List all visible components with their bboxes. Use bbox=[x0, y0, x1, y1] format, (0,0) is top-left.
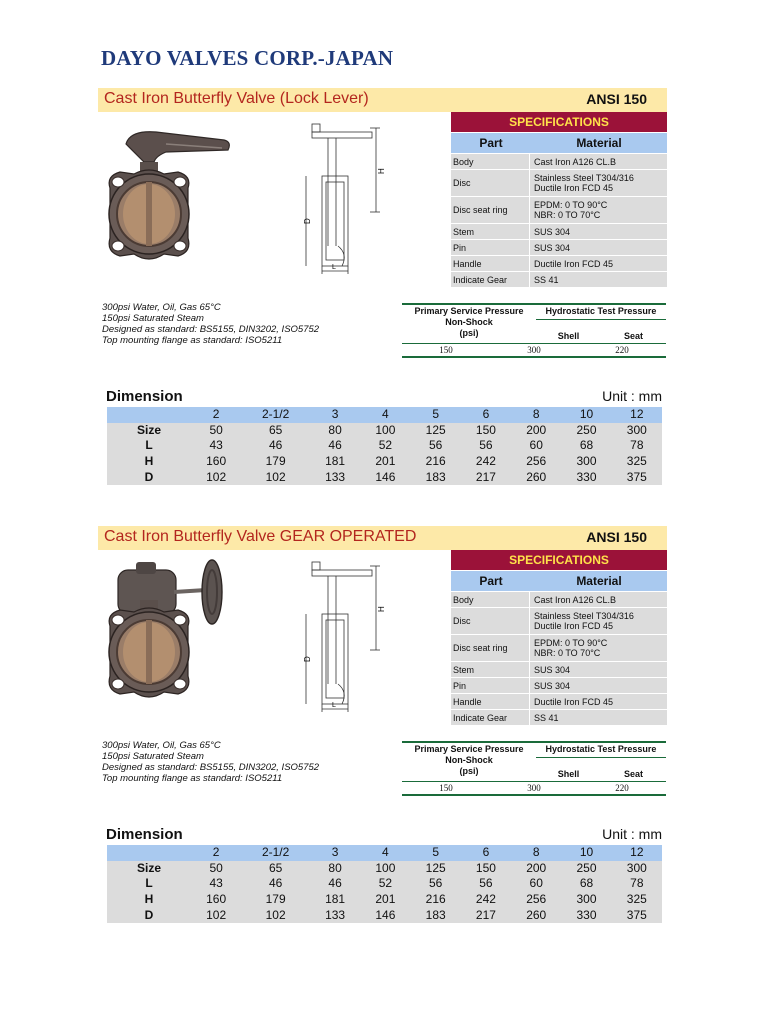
spec-material-line: SUS 304 bbox=[534, 680, 571, 691]
dimension-value: 102 bbox=[241, 469, 310, 485]
spec-material-line: EPDM: 0 TO 90°C bbox=[534, 200, 608, 210]
dimension-row bbox=[107, 876, 662, 892]
dimension-title: Dimension bbox=[106, 826, 183, 843]
dimension-value: 102 bbox=[241, 907, 310, 923]
dimension-value: 325 bbox=[612, 892, 662, 908]
note-line: 300psi Water, Oil, Gas 65°C bbox=[102, 740, 221, 751]
dimension-nominal-size: 10 bbox=[561, 845, 611, 861]
spec-material bbox=[529, 224, 667, 239]
product-title: Cast Iron Butterfly Valve GEAR OPERATED bbox=[104, 528, 417, 545]
note-line: Designed as standard: BS5155, DIN3202, ISO5752 bbox=[102, 324, 320, 335]
dimension-value: 375 bbox=[612, 469, 662, 485]
dimension-value: 300 bbox=[561, 892, 611, 908]
dimension-value: 160 bbox=[191, 454, 241, 470]
seat-header: Seat bbox=[623, 769, 643, 779]
spec-row bbox=[451, 591, 667, 607]
dimension-value: 46 bbox=[241, 438, 310, 454]
spec-material-line: Cast Iron A126 CL.B bbox=[534, 594, 617, 605]
dimension-value: 78 bbox=[612, 438, 662, 454]
dimension-row bbox=[107, 907, 662, 923]
dimension-value: 65 bbox=[241, 861, 310, 877]
product-title-bar bbox=[98, 88, 667, 112]
dimension-nominal-size: 2 bbox=[191, 407, 241, 423]
dimension-value: 78 bbox=[612, 876, 662, 892]
shell-header: Shell bbox=[557, 769, 580, 779]
seat-pressure-value: 220 bbox=[615, 783, 629, 793]
dimension-row-label: H bbox=[107, 892, 191, 908]
pressure-header-line: Primary Service Pressure bbox=[414, 306, 524, 316]
spec-material-line: SUS 304 bbox=[534, 664, 571, 675]
dimension-row bbox=[107, 438, 662, 454]
primary-service-pressure-header bbox=[402, 743, 536, 779]
dimension-nominal-size: 3 bbox=[310, 845, 360, 861]
dimension-value: 183 bbox=[411, 907, 461, 923]
dimension-nominal-size: 2-1/2 bbox=[241, 845, 310, 861]
spec-material-line: Ductile Iron FCD 45 bbox=[534, 258, 614, 269]
spec-row bbox=[451, 634, 667, 661]
dimension-value: 242 bbox=[461, 454, 511, 470]
shell-pressure-value: 300 bbox=[527, 345, 541, 355]
dimension-value: 216 bbox=[411, 454, 461, 470]
dimension-value: 133 bbox=[310, 907, 360, 923]
shell-header: Shell bbox=[557, 331, 580, 341]
dimension-row-label: Size bbox=[107, 423, 191, 439]
dimension-value: 146 bbox=[360, 907, 410, 923]
dimension-nominal-size: 10 bbox=[561, 407, 611, 423]
spec-part: Indicate Gear bbox=[453, 274, 508, 285]
product-section-lock-lever bbox=[0, 88, 768, 548]
spec-part: Pin bbox=[453, 680, 467, 691]
dimension-row-label: L bbox=[107, 438, 191, 454]
dimension-value: 300 bbox=[561, 454, 611, 470]
spec-row bbox=[451, 661, 667, 677]
dimension-row-label: Size bbox=[107, 861, 191, 877]
dimension-nominal-size: 2-1/2 bbox=[241, 407, 310, 423]
dimension-value: 46 bbox=[310, 438, 360, 454]
dimension-value: 100 bbox=[360, 861, 410, 877]
dimension-value: 179 bbox=[241, 454, 310, 470]
seat-pressure-value: 220 bbox=[615, 345, 629, 355]
spec-material-line: Stainless Steel T304/316 bbox=[534, 173, 634, 183]
dimension-nominal-size: 4 bbox=[360, 845, 410, 861]
service-pressure-value: 150 bbox=[439, 345, 453, 355]
dimension-row bbox=[107, 423, 662, 439]
dimension-table bbox=[107, 407, 662, 485]
pressure-header-line: (psi) bbox=[459, 328, 479, 338]
spec-material bbox=[529, 608, 667, 634]
valve-dimension-drawing bbox=[298, 116, 388, 276]
dimension-value: 50 bbox=[191, 423, 241, 439]
spec-row bbox=[451, 239, 667, 255]
dimension-value: 181 bbox=[310, 892, 360, 908]
dimension-value: 146 bbox=[360, 469, 410, 485]
spec-part: Handle bbox=[453, 258, 482, 269]
spec-material bbox=[529, 154, 667, 169]
dimension-value: 56 bbox=[461, 438, 511, 454]
spec-row bbox=[451, 153, 667, 169]
dimension-row-label: D bbox=[107, 907, 191, 923]
pressure-header-line: Primary Service Pressure bbox=[414, 744, 524, 754]
drawing-label-l: L bbox=[332, 264, 336, 271]
product-title: Cast Iron Butterfly Valve (Lock Lever) bbox=[104, 90, 369, 107]
spec-row bbox=[451, 709, 667, 725]
pressure-header-line: Non-Shock bbox=[445, 317, 493, 327]
dimension-value: 330 bbox=[561, 469, 611, 485]
dimension-corner-cell bbox=[107, 845, 191, 861]
dimension-table bbox=[107, 845, 662, 923]
product-section-gear-operated bbox=[0, 526, 768, 986]
dimension-value: 150 bbox=[461, 423, 511, 439]
dimension-header-row bbox=[107, 845, 662, 861]
valve-photo bbox=[96, 118, 236, 278]
dimension-value: 46 bbox=[241, 876, 310, 892]
dimension-value: 201 bbox=[360, 892, 410, 908]
service-pressure-value: 150 bbox=[439, 783, 453, 793]
dimension-value: 68 bbox=[561, 438, 611, 454]
dimension-nominal-size: 12 bbox=[612, 845, 662, 861]
dimension-value: 201 bbox=[360, 454, 410, 470]
spec-part: Body bbox=[453, 594, 474, 605]
dimension-value: 80 bbox=[310, 861, 360, 877]
drawing-label-d: D bbox=[303, 656, 312, 662]
dimension-unit: Unit : mm bbox=[602, 388, 662, 404]
pressure-table bbox=[402, 303, 666, 358]
dimension-row-label: L bbox=[107, 876, 191, 892]
spec-material bbox=[529, 678, 667, 693]
spec-material-line: Stainless Steel T304/316 bbox=[534, 611, 634, 621]
dimension-nominal-size: 5 bbox=[411, 845, 461, 861]
spec-part: Disc seat ring bbox=[453, 205, 508, 215]
dimension-nominal-size: 2 bbox=[191, 845, 241, 861]
spec-part: Stem bbox=[453, 664, 475, 675]
dimension-value: 256 bbox=[511, 454, 561, 470]
spec-row bbox=[451, 223, 667, 239]
spec-material-line: NBR: 0 TO 70°C bbox=[534, 648, 601, 658]
spec-material bbox=[529, 272, 667, 287]
spec-part: Body bbox=[453, 156, 474, 167]
dimension-value: 43 bbox=[191, 876, 241, 892]
pressure-table bbox=[402, 741, 666, 796]
hydrostatic-test-pressure-header: Hydrostatic Test Pressure bbox=[536, 743, 666, 758]
dimension-nominal-size: 6 bbox=[461, 845, 511, 861]
dimension-value: 183 bbox=[411, 469, 461, 485]
company-name: DAYO VALVES CORP.-JAPAN bbox=[101, 46, 394, 70]
specifications-table bbox=[451, 112, 667, 287]
spec-material-line: SS 41 bbox=[534, 712, 559, 723]
dimension-value: 150 bbox=[461, 861, 511, 877]
spec-material-line: SS 41 bbox=[534, 274, 559, 285]
dimension-nominal-size: 3 bbox=[310, 407, 360, 423]
column-material: Material bbox=[576, 136, 622, 150]
dimension-value: 256 bbox=[511, 892, 561, 908]
column-part: Part bbox=[479, 574, 503, 588]
dimension-value: 250 bbox=[561, 423, 611, 439]
spec-material bbox=[529, 710, 667, 725]
dimension-value: 43 bbox=[191, 438, 241, 454]
dimension-value: 60 bbox=[511, 876, 561, 892]
pressure-class: ANSI 150 bbox=[586, 91, 647, 107]
spec-row bbox=[451, 196, 667, 223]
note-line: 150psi Saturated Steam bbox=[102, 751, 204, 762]
dimension-nominal-size: 5 bbox=[411, 407, 461, 423]
spec-row bbox=[451, 271, 667, 287]
specifications-header-row bbox=[451, 133, 667, 153]
dimension-row bbox=[107, 469, 662, 485]
pressure-class: ANSI 150 bbox=[586, 529, 647, 545]
dimension-value: 56 bbox=[411, 438, 461, 454]
spec-material bbox=[529, 197, 667, 223]
dimension-value: 68 bbox=[561, 876, 611, 892]
spec-material-line: Ductile Iron FCD 45 bbox=[534, 183, 614, 193]
dimension-value: 80 bbox=[310, 423, 360, 439]
dimension-row-label: H bbox=[107, 454, 191, 470]
note-line: 300psi Water, Oil, Gas 65°C bbox=[102, 302, 221, 313]
note-line: 150psi Saturated Steam bbox=[102, 313, 204, 324]
dimension-corner-cell bbox=[107, 407, 191, 423]
dimension-row bbox=[107, 861, 662, 877]
dimension-value: 260 bbox=[511, 907, 561, 923]
dimension-value: 325 bbox=[612, 454, 662, 470]
valve-dimension-drawing bbox=[298, 554, 388, 714]
specifications-table bbox=[451, 550, 667, 725]
dimension-value: 56 bbox=[411, 876, 461, 892]
valve-photo bbox=[96, 556, 236, 716]
spec-part: Disc bbox=[453, 616, 471, 626]
product-title-bar bbox=[98, 526, 667, 550]
spec-row bbox=[451, 677, 667, 693]
dimension-value: 125 bbox=[411, 861, 461, 877]
spec-material bbox=[529, 662, 667, 677]
spec-material-line: SUS 304 bbox=[534, 242, 571, 253]
spec-material bbox=[529, 240, 667, 255]
dimension-value: 300 bbox=[612, 861, 662, 877]
dimension-unit: Unit : mm bbox=[602, 826, 662, 842]
dimension-value: 216 bbox=[411, 892, 461, 908]
pressure-header-line: Non-Shock bbox=[445, 755, 493, 765]
spec-part: Stem bbox=[453, 226, 475, 237]
dimension-row bbox=[107, 892, 662, 908]
dimension-header-row bbox=[107, 407, 662, 423]
note-line: Top mounting flange as standard: ISO5211 bbox=[102, 335, 283, 346]
spec-material bbox=[529, 170, 667, 196]
spec-material bbox=[529, 256, 667, 271]
spec-material bbox=[529, 694, 667, 709]
spec-material-line: SUS 304 bbox=[534, 226, 571, 237]
dimension-value: 375 bbox=[612, 907, 662, 923]
dimension-value: 181 bbox=[310, 454, 360, 470]
column-material: Material bbox=[576, 574, 622, 588]
dimension-nominal-size: 8 bbox=[511, 407, 561, 423]
service-notes bbox=[102, 302, 319, 346]
hydrostatic-test-pressure-header: Hydrostatic Test Pressure bbox=[536, 305, 666, 320]
dimension-nominal-size: 4 bbox=[360, 407, 410, 423]
dimension-value: 46 bbox=[310, 876, 360, 892]
spec-material-line: EPDM: 0 TO 90°C bbox=[534, 638, 608, 648]
spec-part: Indicate Gear bbox=[453, 712, 508, 723]
spec-part: Handle bbox=[453, 696, 482, 707]
dimension-nominal-size: 6 bbox=[461, 407, 511, 423]
dimension-value: 200 bbox=[511, 423, 561, 439]
dimension-value: 52 bbox=[360, 876, 410, 892]
dimension-row bbox=[107, 454, 662, 470]
dimension-value: 100 bbox=[360, 423, 410, 439]
seat-header: Seat bbox=[623, 331, 643, 341]
pressure-header-line: (psi) bbox=[459, 766, 479, 776]
spec-row bbox=[451, 607, 667, 634]
spec-row bbox=[451, 693, 667, 709]
column-part: Part bbox=[479, 136, 503, 150]
dimension-value: 65 bbox=[241, 423, 310, 439]
dimension-value: 250 bbox=[561, 861, 611, 877]
dimension-value: 102 bbox=[191, 469, 241, 485]
dimension-title: Dimension bbox=[106, 388, 183, 405]
dimension-value: 242 bbox=[461, 892, 511, 908]
spec-material bbox=[529, 635, 667, 661]
dimension-value: 125 bbox=[411, 423, 461, 439]
drawing-label-h: H bbox=[377, 606, 386, 612]
drawing-label-d: D bbox=[303, 218, 312, 224]
spec-material-line: Ductile Iron FCD 45 bbox=[534, 696, 614, 707]
spec-material-line: Cast Iron A126 CL.B bbox=[534, 156, 617, 167]
note-line: Designed as standard: BS5155, DIN3202, ISO5752 bbox=[102, 762, 320, 773]
dimension-value: 160 bbox=[191, 892, 241, 908]
dimension-value: 260 bbox=[511, 469, 561, 485]
note-line: Top mounting flange as standard: ISO5211 bbox=[102, 773, 283, 784]
spec-part: Pin bbox=[453, 242, 467, 253]
dimension-value: 133 bbox=[310, 469, 360, 485]
dimension-value: 217 bbox=[461, 469, 511, 485]
spec-material-line: Ductile Iron FCD 45 bbox=[534, 621, 614, 631]
dimension-value: 60 bbox=[511, 438, 561, 454]
dimension-value: 52 bbox=[360, 438, 410, 454]
drawing-label-l: L bbox=[332, 702, 336, 709]
drawing-label-h: H bbox=[377, 168, 386, 174]
spec-row bbox=[451, 255, 667, 271]
service-notes bbox=[102, 740, 319, 784]
dimension-value: 200 bbox=[511, 861, 561, 877]
specifications-heading: SPECIFICATIONS bbox=[451, 550, 667, 570]
dimension-value: 102 bbox=[191, 907, 241, 923]
dimension-value: 56 bbox=[461, 876, 511, 892]
dimension-row-label: D bbox=[107, 469, 191, 485]
dimension-value: 179 bbox=[241, 892, 310, 908]
specifications-heading: SPECIFICATIONS bbox=[451, 112, 667, 132]
shell-pressure-value: 300 bbox=[527, 783, 541, 793]
dimension-value: 50 bbox=[191, 861, 241, 877]
dimension-nominal-size: 8 bbox=[511, 845, 561, 861]
spec-part: Disc bbox=[453, 178, 471, 188]
spec-material-line: NBR: 0 TO 70°C bbox=[534, 210, 601, 220]
primary-service-pressure-header bbox=[402, 305, 536, 341]
dimension-nominal-size: 12 bbox=[612, 407, 662, 423]
spec-material bbox=[529, 592, 667, 607]
spec-row bbox=[451, 169, 667, 196]
dimension-value: 217 bbox=[461, 907, 511, 923]
dimension-value: 300 bbox=[612, 423, 662, 439]
dimension-value: 330 bbox=[561, 907, 611, 923]
spec-part: Disc seat ring bbox=[453, 643, 508, 653]
specifications-header-row bbox=[451, 571, 667, 591]
